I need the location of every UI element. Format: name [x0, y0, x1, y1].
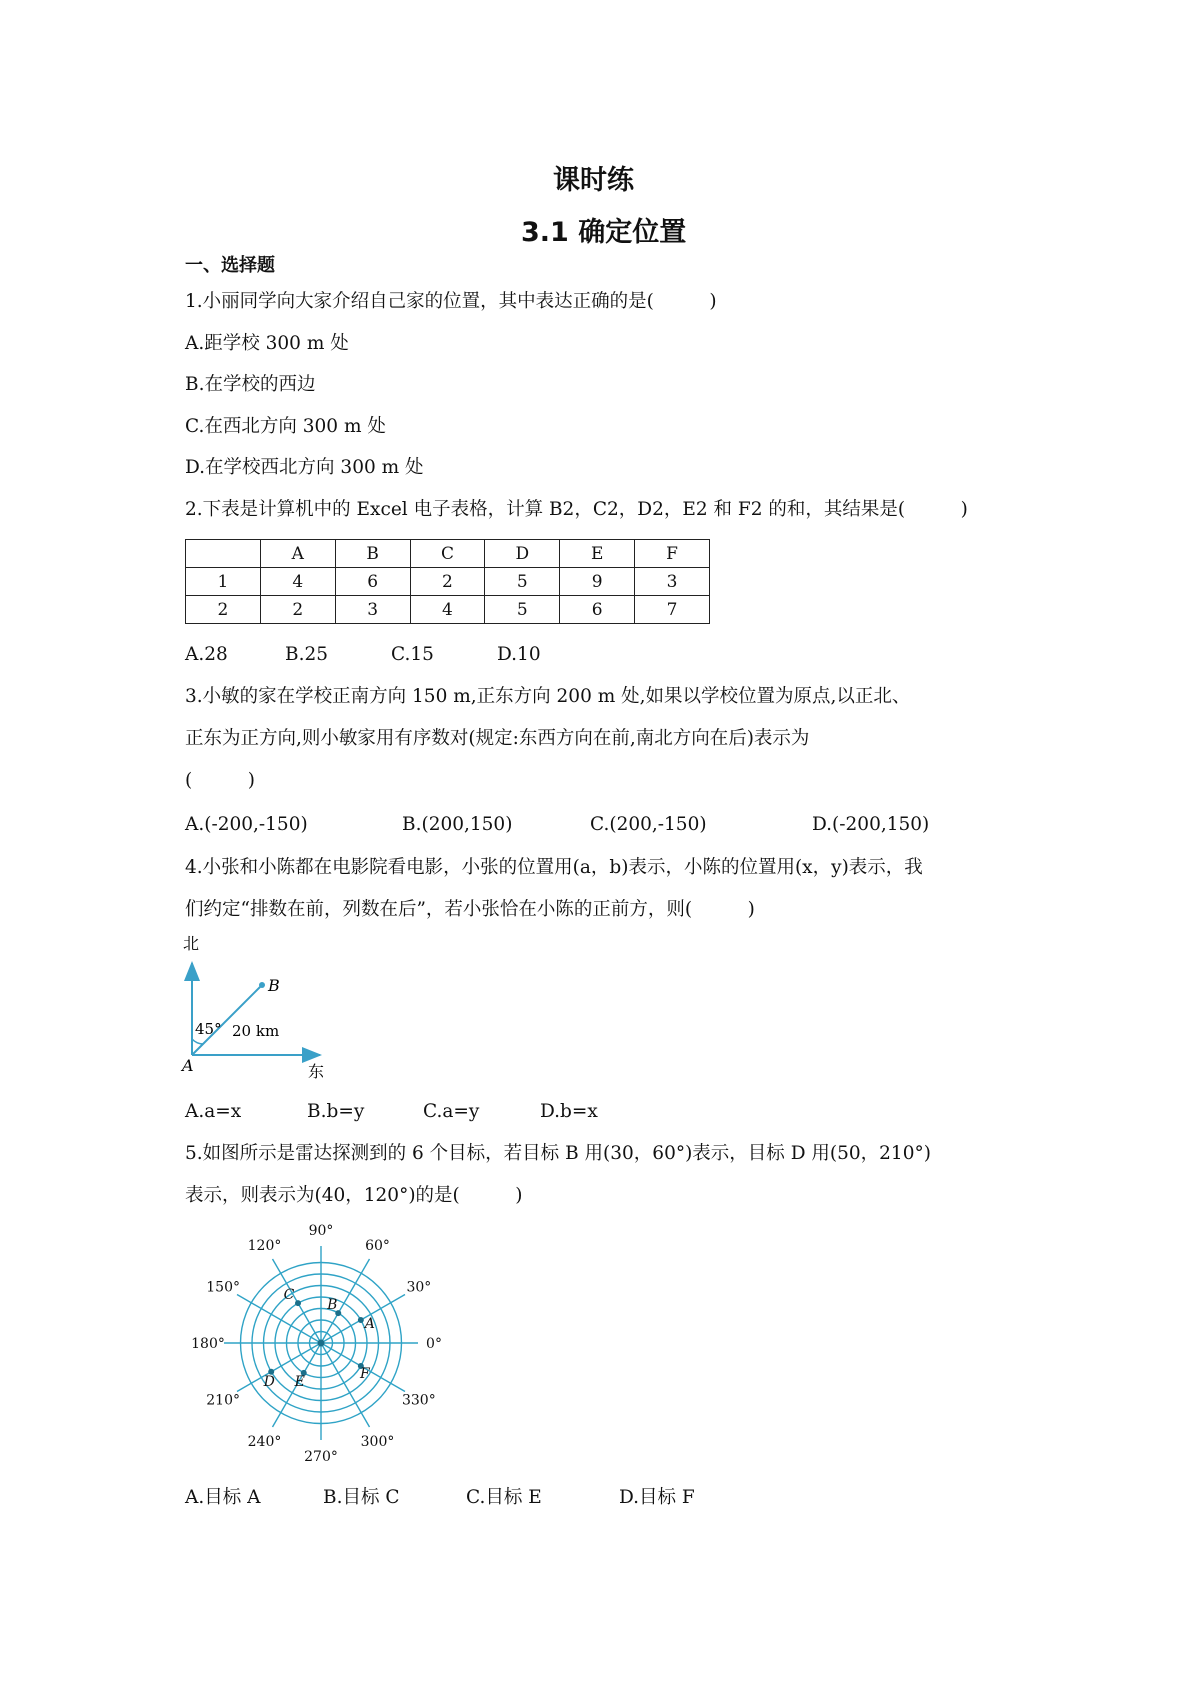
radar-figure [176, 1218, 466, 1468]
q2-option-a: A.28 [185, 644, 228, 665]
q5-line-2: 表示，则表示为(40，120°)的是( ) [185, 1185, 523, 1206]
table-cell: 2 [260, 596, 335, 624]
q4-option-b: B.b=y [307, 1101, 365, 1122]
q4-option-a: A.a=x [185, 1101, 242, 1122]
q5-option-b: B.目标 C [323, 1487, 400, 1508]
q1-option-d: D.在学校西北方向 300 m 处 [185, 457, 424, 478]
radar-angle-label: 210° [206, 1392, 241, 1409]
q3-option-b: B.(200,150) [402, 814, 513, 835]
radar-target-label: A [364, 1316, 375, 1332]
radar-target-label: C [283, 1287, 295, 1304]
table-cell: 1 [186, 568, 261, 596]
table-cell: 5 [485, 568, 560, 596]
q3-line-1: 3.小敏的家在学校正南方向 150 m,正东方向 200 m 处,如果以学校位置为原点,以正北、 [185, 686, 911, 707]
q4-option-c: C.a=y [423, 1101, 480, 1122]
q2-option-c: C.15 [391, 644, 434, 665]
q1-stem: 1.小丽同学向大家介绍自己家的位置，其中表达正确的是( ) [185, 291, 717, 312]
radar-target-label: E [294, 1373, 305, 1390]
q3-option-d: D.(-200,150) [812, 814, 930, 835]
q3-line-3: ( ) [185, 770, 255, 791]
table-cell: 4 [410, 596, 485, 624]
distance-label: 20 km [232, 1022, 280, 1040]
q4-line-1: 4.小张和小陈都在电影院看电影，小张的位置用(a，b)表示，小陈的位置用(x，y)表示，我 [185, 857, 923, 878]
radar-center [318, 1340, 325, 1347]
east-label: 东 [308, 1062, 325, 1080]
radar-angle-label: 180° [191, 1336, 225, 1352]
table-cell: D [485, 540, 560, 568]
q3-line-2: 正东为正方向,则小敏家用有序数对(规定:东西方向在前,南北方向在后)表示为 [185, 728, 810, 749]
north-label: 北 [183, 935, 200, 953]
radar-angle-label: 0° [426, 1336, 442, 1352]
q5-option-d: D.目标 F [619, 1487, 695, 1508]
q4-option-d: D.b=x [540, 1101, 598, 1122]
radar-spoke [237, 1295, 321, 1344]
radar-spoke [237, 1343, 321, 1392]
point-b-dot [259, 982, 265, 988]
table-cell: 6 [335, 568, 410, 596]
q3-option-a: A.(-200,-150) [185, 814, 308, 835]
radar-target-dot [358, 1317, 364, 1323]
point-b-label: B [268, 976, 280, 995]
q2-option-d: D.10 [497, 644, 541, 665]
angle-label: 45° [195, 1020, 222, 1038]
angle-arc [192, 1039, 203, 1044]
q4-line-2: 们约定“排数在前，列数在后”，若小张恰在小陈的正前方，则( ) [185, 899, 755, 920]
q2-stem: 2.下表是计算机中的 Excel 电子表格，计算 B2，C2，D2，E2 和 F2 的和，其结果是( ) [185, 499, 968, 520]
table-cell: 9 [560, 568, 635, 596]
radar-angle-label: 60° [365, 1238, 390, 1255]
table-cell: F [635, 540, 710, 568]
radar-angle-label: 120° [247, 1238, 282, 1255]
radar-target-label: F [359, 1366, 370, 1382]
radar-angle-label: 240° [247, 1433, 282, 1450]
table-cell: 6 [560, 596, 635, 624]
radar-angle-label: 300° [360, 1433, 395, 1450]
table-cell: 3 [635, 568, 710, 596]
section-heading: 一、选择题 [185, 255, 275, 276]
point-a-label: A [182, 1056, 194, 1075]
radar-spoke [321, 1343, 370, 1427]
radar-angle-label: 270° [304, 1449, 338, 1465]
table-cell: 5 [485, 596, 560, 624]
q5-line-1: 5.如图所示是雷达探测到的 6 个目标，若目标 B 用(30，60°)表示，目标 D 用(50，210°) [185, 1143, 931, 1164]
table-row [186, 568, 710, 596]
radar-angle-label: 90° [308, 1223, 334, 1239]
q2-option-b: B.25 [285, 644, 329, 665]
q1-option-b: B.在学校的西边 [185, 374, 316, 395]
table-cell: B [335, 540, 410, 568]
table-row [186, 596, 710, 624]
q1-option-a: A.距学校 300 m 处 [185, 333, 349, 354]
q1-option-c: C.在西北方向 300 m 处 [185, 416, 386, 437]
table-cell: 3 [335, 596, 410, 624]
page-subtitle: 3.1 确定位置 [521, 217, 687, 248]
direction-figure [180, 935, 350, 1080]
table-cell: A [260, 540, 335, 568]
radar-target-label: D [263, 1373, 275, 1390]
radar-target-dot [295, 1300, 301, 1306]
radar-angle-label: 150° [206, 1279, 241, 1296]
radar-target-label: B [327, 1297, 338, 1314]
page-title: 课时练 [553, 165, 634, 196]
radar-angle-label: 30° [406, 1279, 432, 1296]
table-cell: C [410, 540, 485, 568]
table-cell: E [560, 540, 635, 568]
table-cell: 4 [260, 568, 335, 596]
excel-table [185, 539, 710, 624]
q5-option-c: C.目标 E [466, 1487, 542, 1508]
table-row [186, 540, 710, 568]
table-cell: 7 [635, 596, 710, 624]
radar-angle-label: 330° [401, 1392, 436, 1409]
table-cell: 2 [186, 596, 261, 624]
table-cell [186, 540, 261, 568]
q3-option-c: C.(200,-150) [590, 814, 707, 835]
q5-option-a: A.目标 A [185, 1487, 261, 1508]
table-cell: 2 [410, 568, 485, 596]
